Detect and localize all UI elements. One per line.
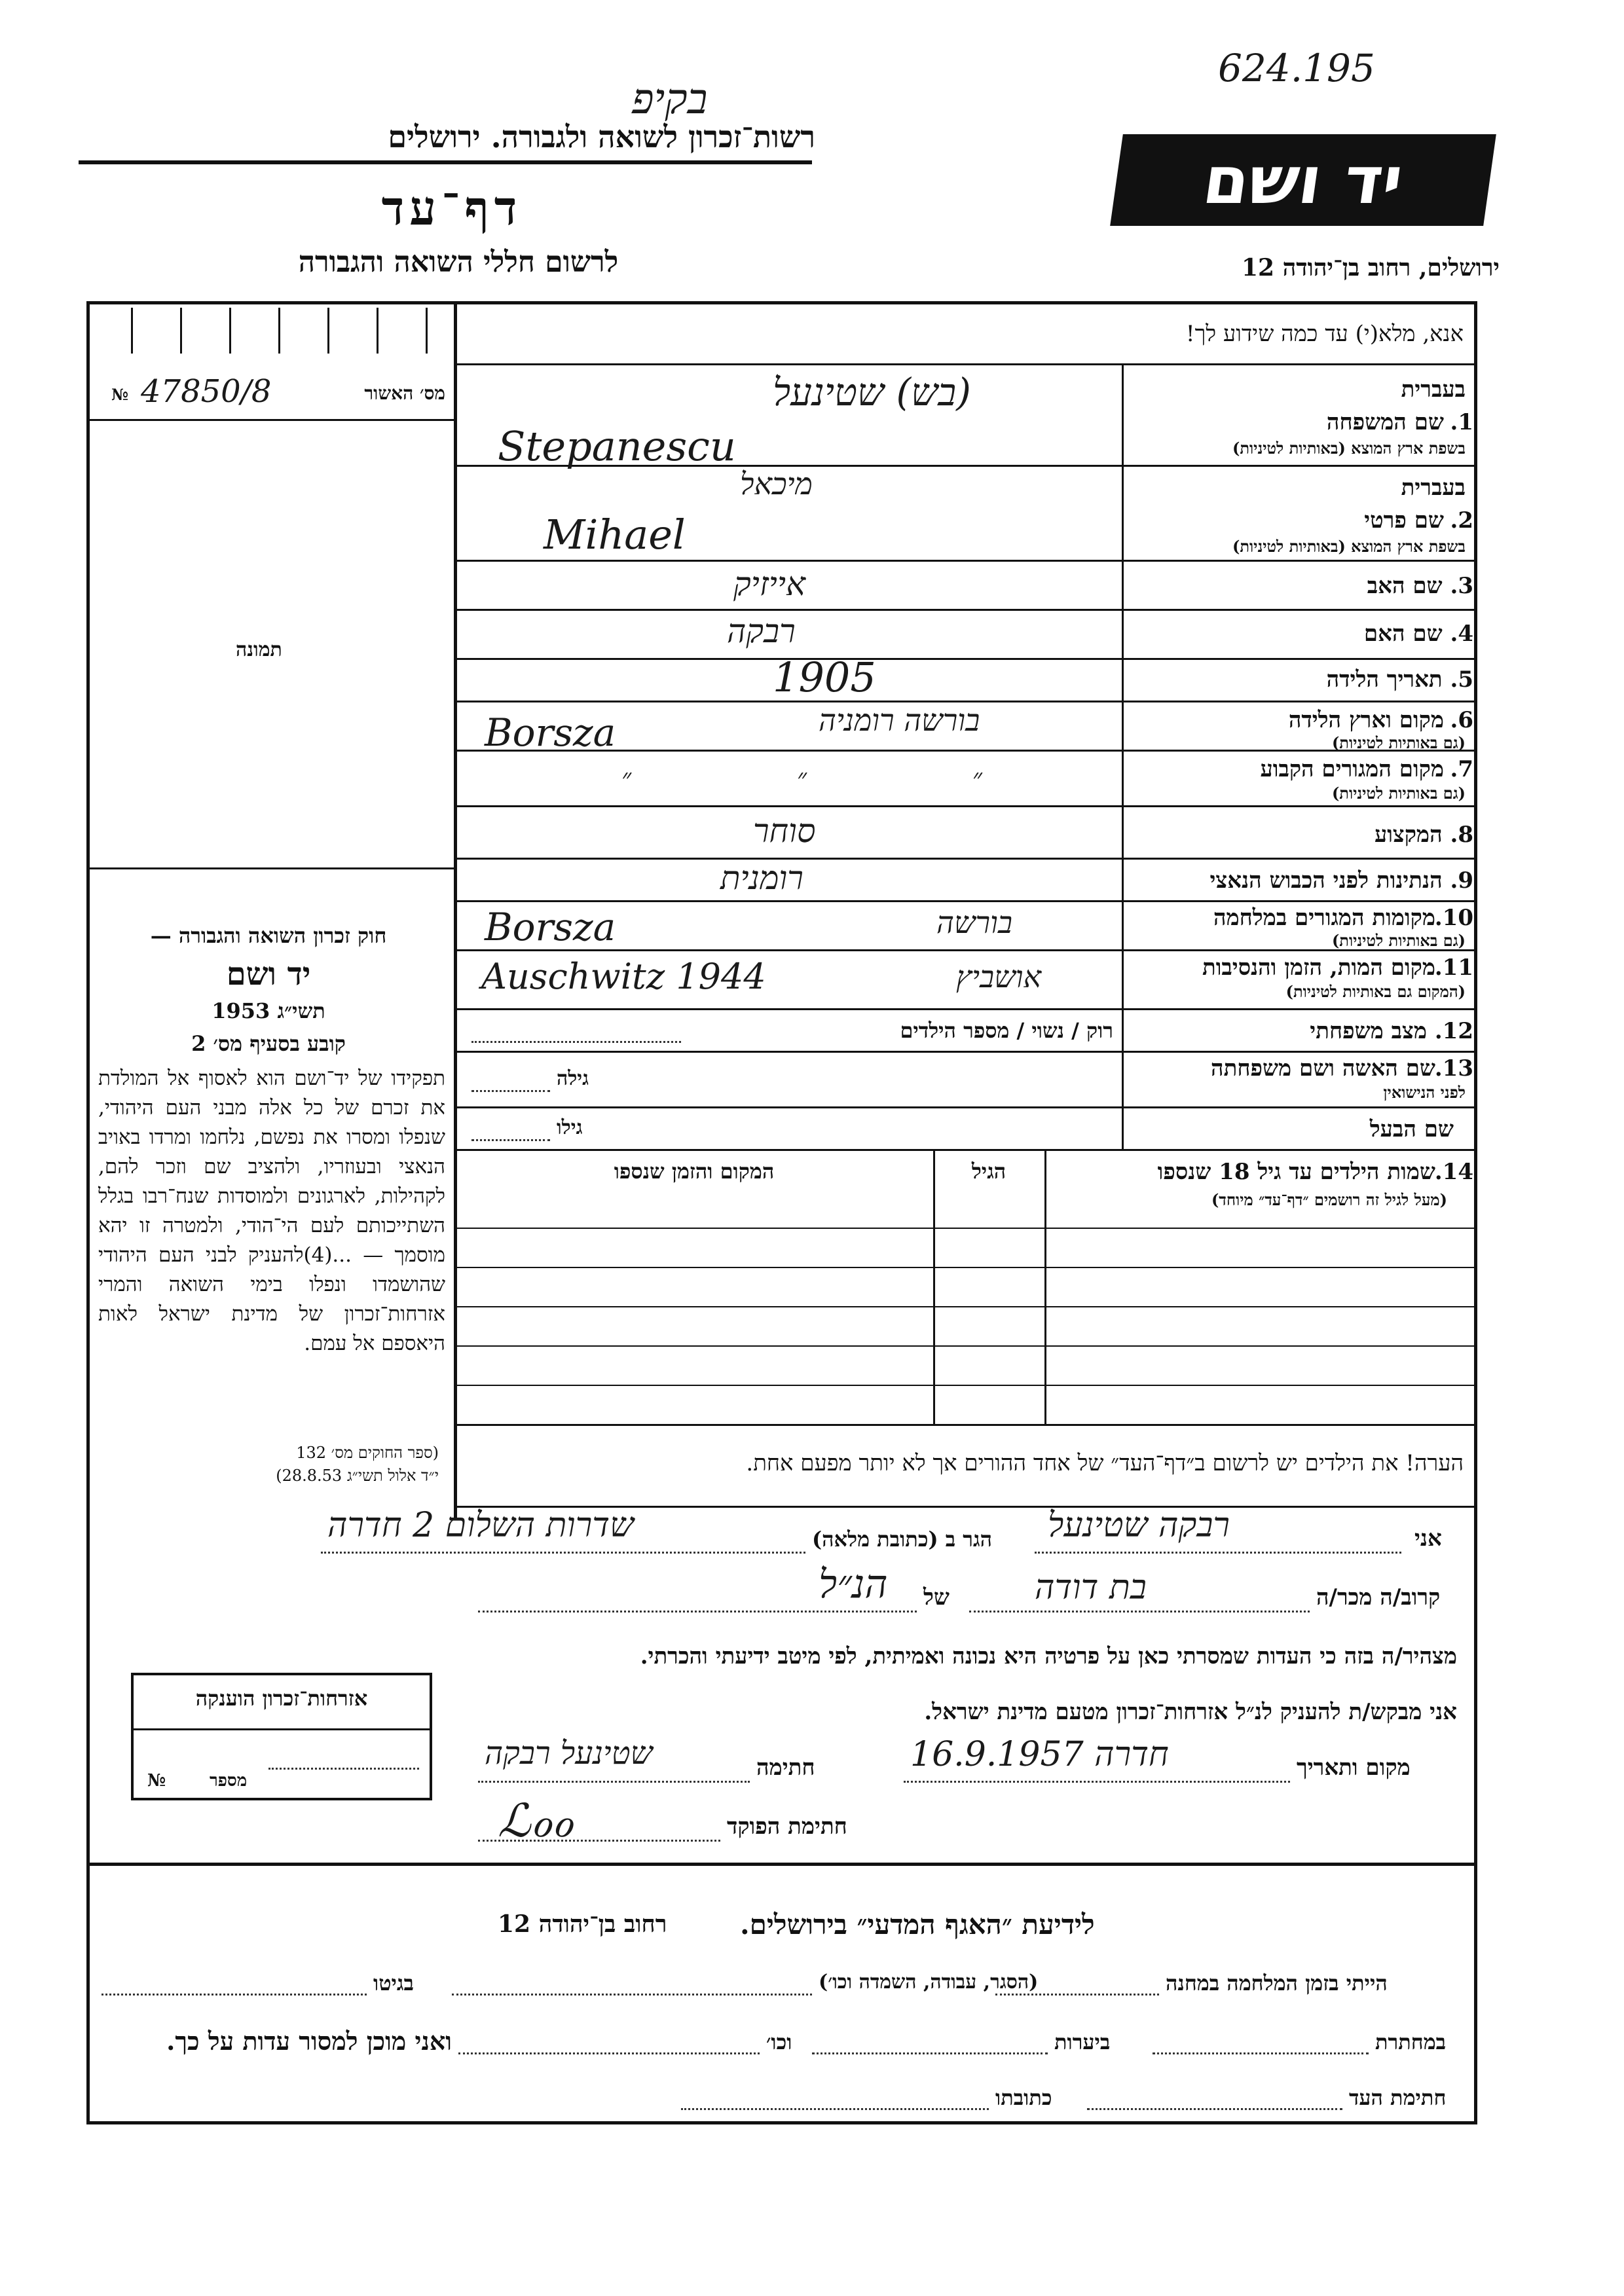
citizenship-box-number-label: מספר	[210, 1771, 248, 1791]
bottom-address: רחוב בן־יהודה 12	[498, 1910, 667, 1938]
form-subtitle: לרשום חללי השואה והגבורה	[298, 246, 619, 279]
of-dots	[478, 1611, 917, 1613]
bottom-address-label: כתובתו	[995, 2085, 1052, 2110]
field-label: מצב משפחתי	[1310, 1018, 1427, 1044]
family-name-latin-value: Stepanescu	[498, 422, 736, 470]
witness-signature-dots	[1087, 2108, 1342, 2110]
field-label: שם המשפחה	[1326, 409, 1444, 435]
underground-dots	[1153, 2052, 1369, 2054]
declaration-residing-label: הגר ב (כתובת מלאה)	[812, 1527, 992, 1552]
row-rule	[454, 658, 1475, 660]
field-sub: לפני הנישואין	[1383, 1083, 1466, 1102]
declaration-of-label: של	[923, 1584, 950, 1611]
declaration-request: אני מבקש/ת להעניק לנ״ל אזרחות־זכרון מטעם מדינת ישראל.	[924, 1699, 1457, 1725]
number-mark: №	[111, 385, 129, 404]
row-rule	[454, 949, 1475, 951]
field-number: 3.	[1450, 573, 1473, 599]
field-death-place	[1126, 955, 1473, 1007]
children-label	[1048, 1159, 1473, 1211]
bottom-section-rule	[90, 1863, 1475, 1866]
field-wife-name	[1126, 1055, 1473, 1101]
citizenship-box-no-mark: №	[147, 1771, 166, 1791]
declaration-relative-label: קרוב/ה מכר/ה	[1316, 1584, 1441, 1611]
declarant-name-dots	[1035, 1552, 1401, 1554]
citizenship-box-dots	[268, 1768, 419, 1770]
signature-value: שטינעל רבקה	[485, 1735, 653, 1772]
bottom-forests: ביערות	[1054, 2030, 1111, 2054]
note-rule-top	[454, 1424, 1475, 1426]
field-label: המקצוע	[1374, 822, 1443, 848]
field-profession	[1126, 822, 1473, 848]
place-date-label: מקום ותאריך	[1297, 1755, 1411, 1781]
marital-status-options: רוק / נשוי / מספר הילדים	[900, 1018, 1113, 1043]
address-dots	[321, 1552, 805, 1554]
row-rule	[454, 1008, 1475, 1010]
mother-name-value: רבקה	[727, 612, 796, 650]
left-column-divider	[454, 301, 457, 1519]
logo-text: יד ושם	[1198, 141, 1408, 219]
tick	[377, 308, 378, 354]
children-col-divider-1	[1044, 1149, 1046, 1424]
signature-label: חתימה	[756, 1755, 815, 1781]
citizenship-box-rule	[131, 1728, 432, 1730]
field-label: שם האם	[1363, 621, 1443, 647]
profession-value: סוחר	[753, 812, 816, 850]
field-label: מקום המגורים הקבוע	[1260, 756, 1444, 782]
field-number: 14.	[1434, 1159, 1473, 1185]
bottom-ghetto: בגיטו	[373, 1971, 414, 1995]
photo-box-rule	[90, 867, 456, 869]
signature-dots	[478, 1781, 750, 1783]
law-text: תפקידו של יד־ושם הוא לאסוף אל המולדת את זכרם של כל אלה מבני העם היהודי, שנפלו ומסרו את נפשם, נלחמו ומרדו באויב הנאצי ובעוזריו, ולהציב שם וזכר להם, לקהילות, לארגונים ולמוסדות שנח־רבו בגלל השתייכותם לעם הי־הודי, ולמטרה זו יהא מוסמך — ...(4)להעניק לבני העם היהודי שהושמדו ונפלו בימי השואה והמרי אזרחות־זכרון של מדינת ישראל לאות היאספם אל עמם.	[98, 1066, 445, 1355]
law-footnote-2: י״ד אלול תשי״ג 28.8.53)	[276, 1467, 439, 1485]
field-sub: בשפת ארץ המוצא (באותיות לטיניות)	[1232, 537, 1466, 556]
instruction-rule	[454, 363, 1475, 365]
field-sub: (מעל לגיל זה רושמים ״דף־עד״ מיוחד)	[1211, 1190, 1447, 1209]
witness-address-dots	[681, 2108, 989, 2110]
bottom-line1-paren: (הסגר, עבודה, השמדה וכו׳)	[819, 1971, 1039, 1994]
instruction: אנא, מלא(י) עד כמה שידוע לך!	[1185, 321, 1464, 347]
bottom-ready: ואני מוכן למסור עדות על כך.	[166, 2026, 452, 2056]
law-year: תשי״ג 1953	[212, 998, 325, 1023]
field-nationality	[1126, 867, 1473, 894]
of-value: הנ״ל	[819, 1561, 888, 1607]
tick	[426, 308, 428, 354]
family-name-hebrew-value: (בש) שטינעל	[773, 370, 971, 414]
place-date-dots	[904, 1781, 1290, 1783]
field-birth-date	[1126, 666, 1473, 693]
field-label: שם האב	[1367, 573, 1443, 599]
field-father-name	[1126, 573, 1473, 599]
permanent-residence-value: ״ ״ ״	[621, 763, 1061, 793]
declaration-statement: מצהיר/ה בזה כי העדות שמסרתי כאן על פרטיה היא נכונה ואמיתית, לפי מיטב ידיעתי והכרתי.	[640, 1643, 1457, 1669]
bottom-line1-label: הייתי בזמן המלחמה במחנה	[1166, 1971, 1388, 1995]
row-rule	[454, 805, 1475, 807]
field-number: 13.	[1434, 1055, 1473, 1082]
note-text: הערה! את הילדים יש לרשום ב״דף־העד״ של אחד ההורים אך לא יותר מפעם אחת.	[746, 1450, 1464, 1476]
row-rule	[454, 1149, 1475, 1151]
official-signature-scribble: ℒℴℴ	[498, 1794, 574, 1848]
field-number: 2.	[1450, 507, 1473, 534]
relative-value: בת דודה	[1035, 1568, 1147, 1607]
field-number: 12.	[1434, 1018, 1473, 1044]
etc-dots	[458, 2052, 760, 2054]
field-number: 5.	[1450, 666, 1473, 693]
place-date-value: חדרה 16.9.1957	[910, 1735, 1169, 1774]
relative-dots	[969, 1611, 1310, 1613]
field-number: 1.	[1450, 409, 1473, 435]
row-rule	[454, 858, 1475, 860]
death-place-latin-value: Auschwitz 1944	[481, 956, 766, 997]
birth-place-hebrew-value: בורשה רומניה	[819, 702, 980, 738]
authority-name: רשות־זכרון לשואה ולגבורה. ירושלים	[388, 119, 815, 155]
field-number: 4.	[1450, 621, 1473, 647]
record-row-rule	[90, 419, 456, 421]
children-col-age: הגיל	[971, 1159, 1006, 1184]
tick	[327, 308, 329, 354]
yad-vashem-logo	[1110, 134, 1496, 226]
bottom-etc: וכו׳	[766, 2030, 792, 2054]
field-sub-top: בעברית	[1401, 475, 1466, 501]
row-rule	[454, 1106, 1475, 1108]
field-family-name	[1126, 376, 1473, 462]
field-number: 10.	[1434, 905, 1473, 931]
camp-dots	[995, 1994, 1159, 1995]
law-footnote-1: (ספר החוקים מס׳ 132	[296, 1444, 439, 1462]
field-husband-name: שם הבעל	[1369, 1116, 1454, 1142]
children-col-place: המקום והזמן שנספו	[614, 1159, 775, 1184]
field-label: שם האשה ושם משפחתה	[1211, 1055, 1435, 1082]
field-label: מקום וארץ הלידה	[1288, 707, 1444, 733]
field-marital-status	[1126, 1018, 1473, 1044]
wife-age-dots	[471, 1090, 550, 1092]
forests-dots	[812, 2052, 1048, 2054]
top-handwritten-mark: בקיפ	[632, 75, 708, 124]
field-label: שמות הילדים עד גיל 18 שנספו	[1157, 1159, 1435, 1185]
children-row-rule	[454, 1345, 1475, 1347]
field-wartime-residence	[1126, 905, 1473, 950]
husband-age-dots	[471, 1139, 550, 1141]
tick	[278, 308, 280, 354]
birth-place-latin-value: Borsza	[485, 710, 616, 755]
field-number: 8.	[1450, 822, 1473, 848]
declaration-i-label: אני	[1414, 1525, 1442, 1552]
field-number: 7.	[1450, 756, 1473, 782]
field-sub: (גם באותיות לטיניות)	[1331, 733, 1466, 752]
tick	[180, 308, 182, 354]
wartime-residence-latin-value: Borsza	[485, 905, 616, 949]
field-label: מקום המות, הזמן והנסיבות	[1202, 955, 1435, 981]
field-first-name	[1126, 475, 1473, 560]
photo-label: תמונה	[236, 638, 282, 661]
law-title: חוק זכרון השואה והגבורה —	[150, 923, 387, 948]
declarant-address-value: שדרות השלום 2 חדרה	[327, 1506, 634, 1545]
field-sub: (גם באותיות לטיניות)	[1331, 931, 1466, 950]
father-name-value: אייזיק	[733, 565, 806, 603]
birth-date-value: 1905	[773, 653, 876, 701]
children-row-rule	[454, 1306, 1475, 1307]
field-birth-place	[1126, 707, 1473, 750]
field-label: תאריך הלידה	[1326, 666, 1443, 693]
field-sub: (המקום גם באותיות לטיניות)	[1285, 982, 1466, 1001]
field-permanent-residence	[1126, 756, 1473, 802]
header-address: ירושלים, רחוב בן־יהודה 12	[1241, 254, 1500, 282]
official-signature-label: חתימת הפוקד	[727, 1813, 847, 1840]
field-mother-name	[1126, 621, 1473, 647]
field-sub: בשפת ארץ המוצא (באותיות לטיניות)	[1232, 439, 1466, 458]
form-title: דף־עד	[381, 180, 523, 236]
children-col-divider-2	[933, 1149, 935, 1424]
row-rule	[454, 609, 1475, 611]
children-row-rule	[454, 1385, 1475, 1386]
children-row-rule	[454, 1228, 1475, 1229]
law-name: יד ושם	[226, 956, 311, 993]
label-column-divider	[1122, 363, 1124, 1149]
field-label: הנתינות לפני הכבוש הנאצי	[1209, 867, 1443, 894]
nationality-value: רומנית	[720, 859, 803, 897]
row-rule	[454, 560, 1475, 562]
wife-age-label: גילה	[557, 1067, 589, 1090]
ghetto-dots	[101, 1994, 367, 1995]
first-name-latin-value: Mihael	[544, 511, 686, 558]
camp-name-dots	[452, 1994, 812, 1995]
children-row-rule	[454, 1267, 1475, 1268]
declarant-name-value: רבקה שטינעל	[1048, 1506, 1230, 1545]
wartime-residence-hebrew-value: בורשה	[936, 905, 1013, 940]
husband-age-label: גילו	[557, 1116, 583, 1139]
first-name-hebrew-value: מיכאל	[740, 466, 813, 501]
archive-number: 624.195	[1218, 46, 1375, 90]
tick	[229, 308, 231, 354]
death-place-hebrew-value: אושביץ	[956, 959, 1042, 994]
header-rule	[79, 160, 812, 164]
field-number: 11.	[1434, 955, 1473, 981]
row-rule	[454, 1051, 1475, 1053]
bottom-underground: במחתרת	[1375, 2030, 1447, 2054]
bottom-title: לידיעת ״האגף המדעי״ בירושלים.	[740, 1908, 1095, 1941]
record-number-area	[98, 373, 452, 412]
record-number-label: מס׳ האשור	[364, 382, 445, 404]
field-number: 9.	[1450, 867, 1473, 894]
field-label: מקומות המגורים במלחמה	[1213, 905, 1435, 931]
field-label: שם פרטי	[1364, 507, 1444, 534]
tick	[131, 308, 133, 354]
field-sub-top: בעברית	[1401, 376, 1466, 403]
bottom-witness-signature: חתימת העד	[1349, 2085, 1447, 2110]
field-number: 6.	[1450, 707, 1473, 733]
record-number-value: 47850/8	[141, 373, 272, 410]
row-rule	[454, 900, 1475, 902]
field-sub: (גם באותיות לטיניות)	[1331, 784, 1466, 803]
citizenship-box-title: אזרחות־זכרון הוענקה	[195, 1686, 368, 1711]
children-count-dots	[471, 1041, 681, 1043]
law-section: קובע בסעיף מס׳ 2	[191, 1031, 346, 1056]
